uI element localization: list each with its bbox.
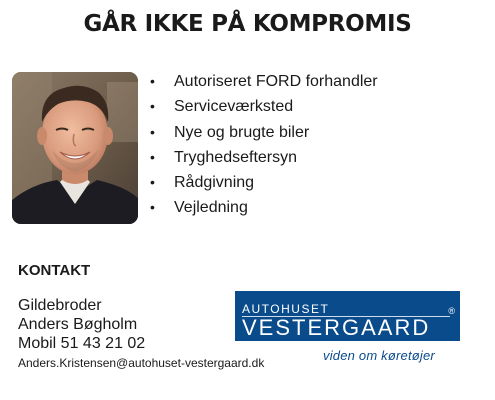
list-item: • Serviceværksted [150, 94, 378, 119]
person-portrait-image [12, 72, 138, 224]
autohuset-vestergaard-logo [235, 291, 460, 341]
contact-name: Anders Bøgholm [18, 316, 138, 333]
list-item: • Autoriseret FORD forhandler [150, 69, 378, 94]
bullet-icon: • [150, 123, 155, 140]
bullet-icon: • [150, 98, 155, 115]
profile-photo [12, 72, 138, 224]
list-item: • Rådgivning [150, 170, 378, 195]
list-item: • Vejledning [150, 195, 378, 220]
list-item: • Tryghedseftersyn [150, 145, 378, 170]
registered-mark-icon: ® [448, 306, 455, 316]
list-item: • Nye og brugte biler [150, 120, 378, 145]
bullet-icon: • [150, 148, 155, 165]
contact-title: Gildebroder [18, 297, 102, 314]
contact-email-link[interactable]: Anders.Kristensen@autohuset-vestergaard.dk [18, 356, 265, 370]
features-list [150, 69, 378, 221]
contact-mobile: Mobil 51 43 21 02 [18, 335, 146, 352]
bullet-icon: • [150, 199, 155, 216]
contact-heading: KONTAKT [18, 262, 91, 279]
page-headline: GÅR IKKE PÅ KOMPROMIS [83, 11, 412, 37]
logo-main-text: VESTERGAARD [242, 315, 431, 340]
logo-top-text: AUTOHUSET [242, 302, 330, 316]
bullet-icon: • [150, 174, 155, 191]
bullet-icon: • [150, 73, 155, 89]
logo-tagline: viden om køretøjer [323, 348, 435, 363]
